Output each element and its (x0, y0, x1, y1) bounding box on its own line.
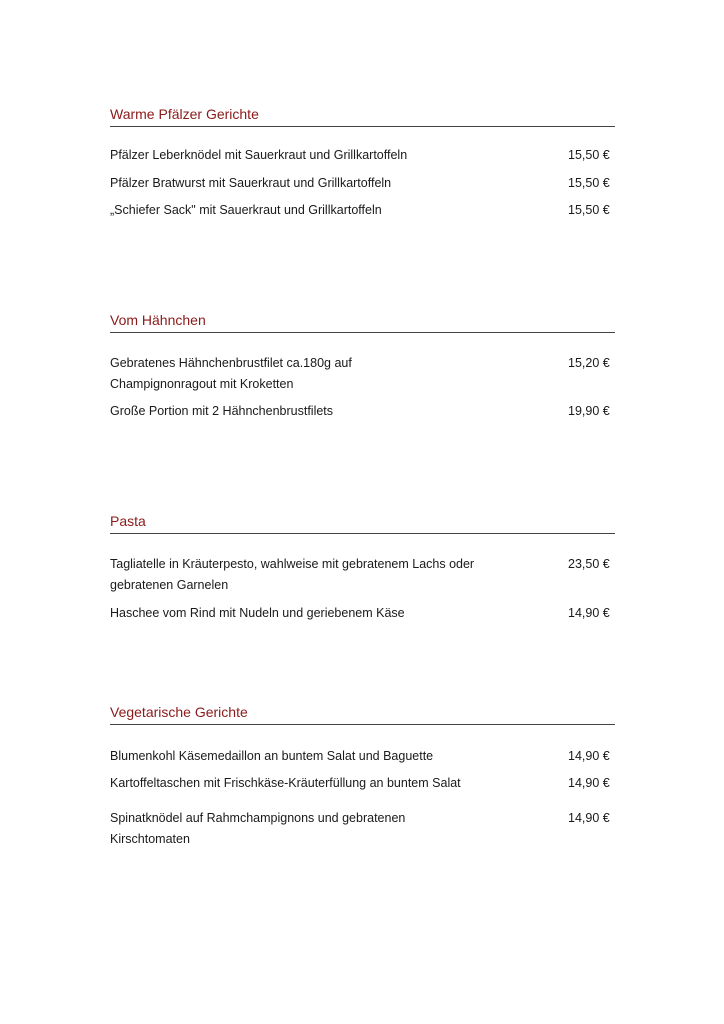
item-name: Tagliatelle in Kräuterpesto, wahlweise mit gebratenem Lachs oder gebratenen Garnelen (110, 557, 475, 592)
item-name: Gebratenes Hähnchenbrustfilet ca.180g auf Champignonragout mit Kroketten (110, 356, 352, 391)
section-title: Pasta (110, 512, 615, 534)
section-title: Warme Pfälzer Gerichte (110, 105, 615, 127)
item-price: 14,90 € (568, 776, 610, 790)
menu-item (110, 173, 615, 194)
section-warme-pfaelzer-gerichte (110, 105, 615, 217)
menu-item (110, 145, 615, 166)
menu-item (110, 746, 615, 767)
menu-item (110, 773, 615, 794)
item-name: Blumenkohl Käsemedaillon an buntem Salat und Baguette (110, 749, 434, 763)
item-name: Pfälzer Leberknödel mit Sauerkraut und Grillkartoffeln (110, 148, 408, 162)
item-name: Haschee vom Rind mit Nudeln und geriebenem Käse (110, 606, 405, 620)
item-price: 23,50 € (568, 557, 610, 571)
section-vom-haehnchen (110, 311, 615, 418)
item-price: 15,20 € (568, 356, 610, 370)
item-price: 15,50 € (568, 148, 610, 162)
menu-item (110, 603, 615, 624)
menu-item (110, 554, 615, 595)
item-price: 14,90 € (568, 606, 610, 620)
item-price: 15,50 € (568, 176, 610, 190)
item-name: Große Portion mit 2 Hähnchenbrustfilets (110, 404, 334, 418)
item-price: 14,90 € (568, 749, 610, 763)
item-name: Spinatknödel auf Rahmchampignons und gebratenen Kirschtomaten (110, 811, 406, 846)
item-name: Pfälzer Bratwurst mit Sauerkraut und Grillkartoffeln (110, 176, 392, 190)
section-vegetarische-gerichte (110, 703, 615, 846)
item-price: 15,50 € (568, 203, 610, 217)
item-name: „Schiefer Sack" mit Sauerkraut und Grillkartoffeln (110, 203, 382, 217)
menu-item (110, 200, 615, 221)
section-title: Vom Hähnchen (110, 311, 615, 333)
menu-item (110, 401, 615, 422)
menu-item (110, 353, 615, 394)
section-title: Vegetarische Gerichte (110, 703, 615, 725)
item-price: 19,90 € (568, 404, 610, 418)
menu-item (110, 808, 615, 849)
item-name: Kartoffeltaschen mit Frischkäse-Kräuterfüllung an buntem Salat (110, 776, 461, 790)
section-pasta (110, 512, 615, 620)
item-price: 14,90 € (568, 811, 610, 825)
